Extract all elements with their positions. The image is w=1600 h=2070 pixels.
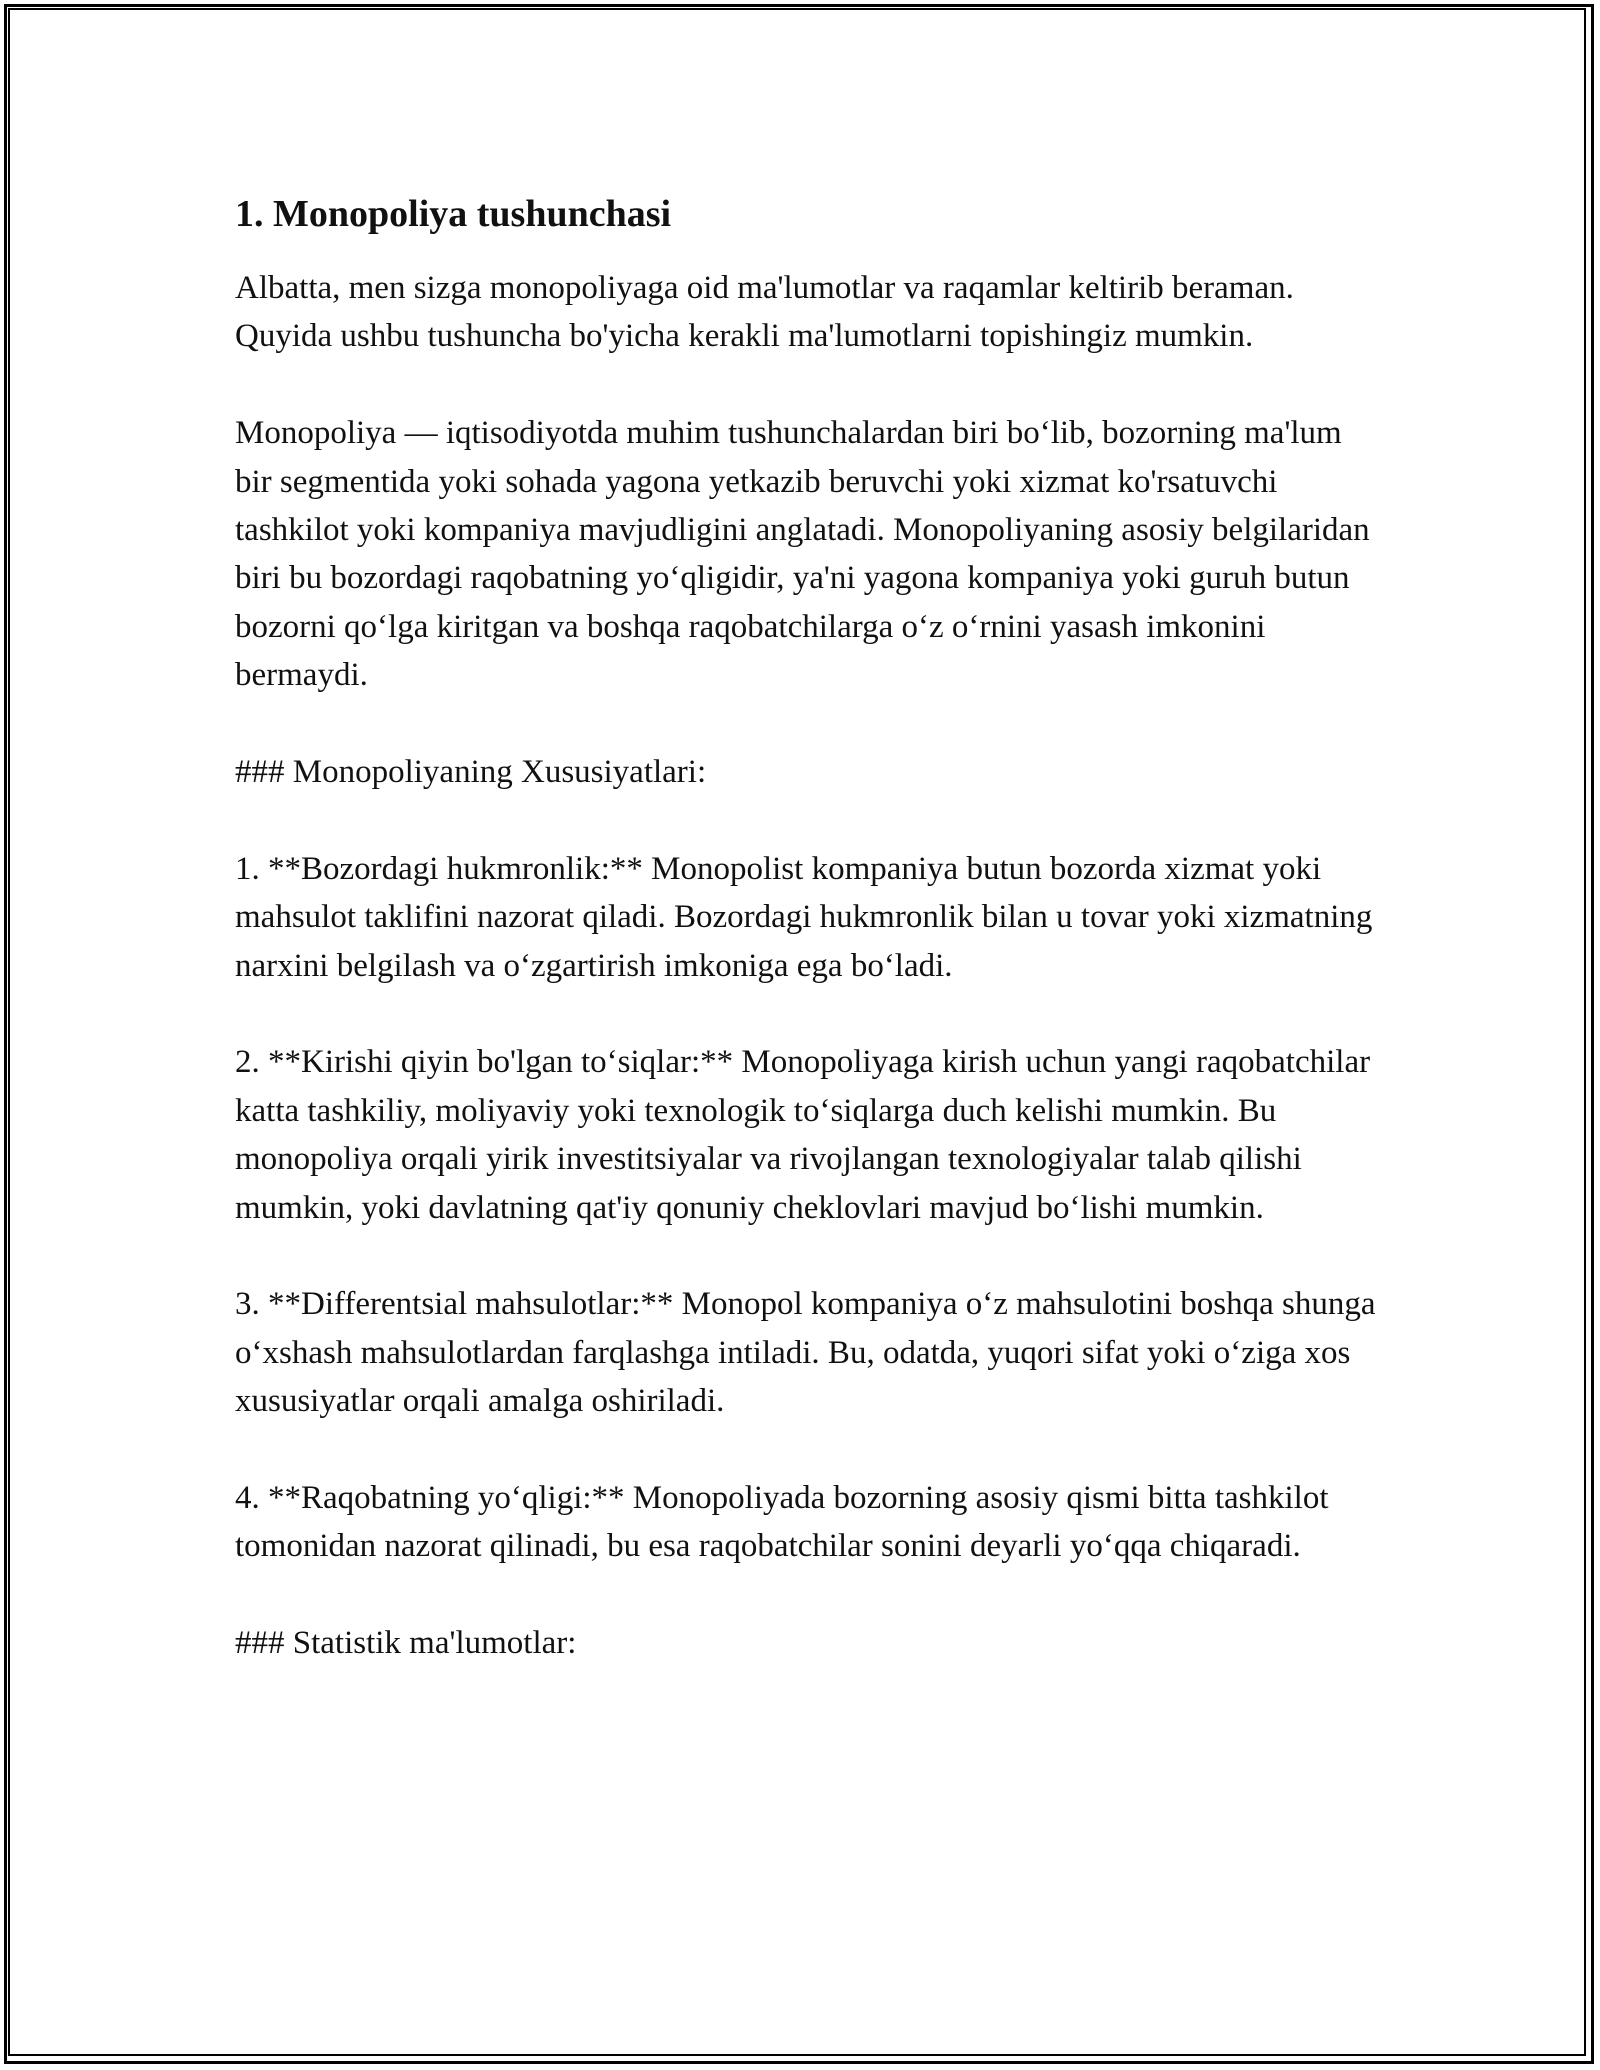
list-item-no-competition: 4. **Raqobatning yoʻqligi:** Monopoliyada bozorning asosiy qismi bitta tashkilot tomonidan nazorat qilinadi, bu esa raqobatchilar sonini deyarli yoʻqqa chiqaradi. xyxy=(235,1480,1329,1565)
heading-features: ### Monopoliyaning Xususiyatlari: xyxy=(235,754,707,791)
paragraph-definition: Monopoliya — iqtisodiyotda muhim tushunchalardan biri boʻlib, bozorning ma'lum bir segmentida yoki sohada yagona yetkazib beruvchi yoki xizmat ko'rsatuvchi tashkilot yoki kompaniya mavjudligini anglatadi. Monopoliyaning asosiy belgilaridan biri bu bozordagi raqobatning yoʻqligidir, ya'ni yagona kompaniya yoki guruh butun bozorni qoʻlga kiritgan va boshqa raqobatchilarga oʻz oʻrnini yasash imkonini bermaydi. xyxy=(235,415,1370,694)
list-item-dominance: 1. **Bozordagi hukmronlik:** Monopolist kompaniya butun bozorda xizmat yoki mahsulot taklifini nazorat qiladi. Bozordagi hukmronlik bilan u tovar yoki xizmatning narxini belgilash va oʻzgartirish imkoniga ega boʻladi. xyxy=(235,850,1373,984)
document-title: 1. Monopoliya tushunchasi xyxy=(235,193,672,235)
list-item-barriers: 2. **Kirishi qiyin bo'lgan toʻsiqlar:** Monopoliyaga kirish uchun yangi raqobatchilar katta tashkiliy, moliyaviy yoki texnologik toʻsiqlarga duch kelishi mumkin. Bu monopoliya orqali yirik investitsiyalar va rivojlangan texnologiyalar talab qilishi mumkin, yoki davlatning qat'iy qonuniy cheklovlari mavjud boʻlishi mumkin. xyxy=(235,1044,1371,1226)
heading-statistics: ### Statistik ma'lumotlar: xyxy=(235,1625,577,1662)
document-body xyxy=(235,188,1385,1668)
list-item-differentiation: 3. **Differentsial mahsulotlar:** Monopol kompaniya oʻz mahsulotini boshqa shunga oʻxshash mahsulotlardan farqlashga intiladi. Bu, odatda, yuqori sifat yoki oʻziga xos xususiyatlar orqali amalga oshiriladi. xyxy=(235,1286,1376,1420)
paragraph-intro: Albatta, men sizga monopoliyaga oid ma'lumotlar va raqamlar keltirib beraman. Quyida ushbu tushuncha bo'yicha kerakli ma'lumotlarni topishingiz mumkin. xyxy=(235,270,1294,355)
